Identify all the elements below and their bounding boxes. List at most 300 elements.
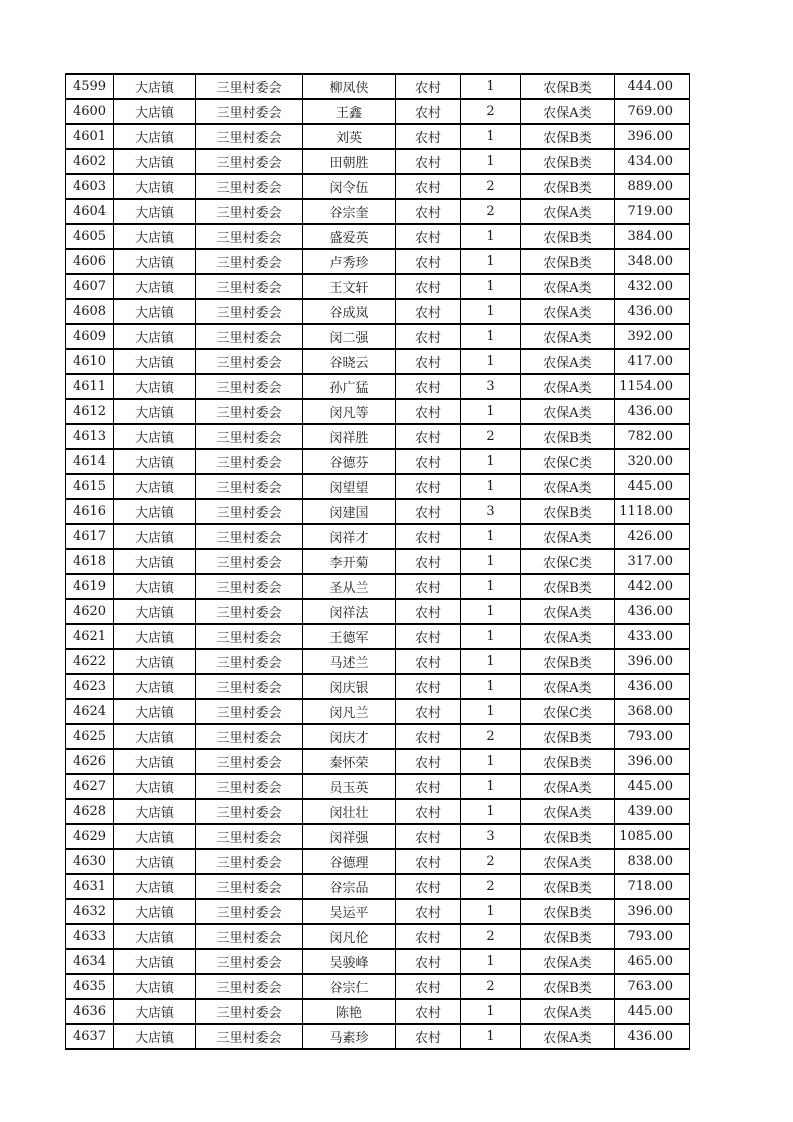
insurance-class: 农保B类 bbox=[521, 724, 615, 749]
town-name: 大店镇 bbox=[114, 949, 196, 974]
record-id: 4631 bbox=[66, 874, 114, 899]
record-id: 4609 bbox=[66, 324, 114, 349]
town-name: 大店镇 bbox=[114, 899, 196, 924]
amount: 434.00 bbox=[615, 149, 690, 174]
person-name: 闵凡兰 bbox=[303, 699, 396, 724]
residence-type: 农村 bbox=[396, 174, 461, 199]
insurance-class: 农保B类 bbox=[521, 174, 615, 199]
residence-type: 农村 bbox=[396, 124, 461, 149]
person-count: 1 bbox=[461, 224, 521, 249]
insurance-class: 农保A类 bbox=[521, 299, 615, 324]
residence-type: 农村 bbox=[396, 1024, 461, 1049]
town-name: 大店镇 bbox=[114, 574, 196, 599]
person-count: 1 bbox=[461, 274, 521, 299]
record-id: 4619 bbox=[66, 574, 114, 599]
person-name: 闵祥胜 bbox=[303, 424, 396, 449]
person-count: 1 bbox=[461, 699, 521, 724]
person-name: 闵二强 bbox=[303, 324, 396, 349]
person-name: 谷德理 bbox=[303, 849, 396, 874]
record-id: 4600 bbox=[66, 99, 114, 124]
amount: 436.00 bbox=[615, 674, 690, 699]
amount: 465.00 bbox=[615, 949, 690, 974]
amount: 396.00 bbox=[615, 124, 690, 149]
table-row bbox=[66, 724, 690, 749]
record-id: 4602 bbox=[66, 149, 114, 174]
amount: 793.00 bbox=[615, 924, 690, 949]
person-name: 陈艳 bbox=[303, 999, 396, 1024]
table-row bbox=[66, 799, 690, 824]
town-name: 大店镇 bbox=[114, 249, 196, 274]
amount: 432.00 bbox=[615, 274, 690, 299]
insurance-class: 农保A类 bbox=[521, 624, 615, 649]
residence-type: 农村 bbox=[396, 874, 461, 899]
amount: 1085.00 bbox=[615, 824, 690, 849]
insurance-class: 农保A类 bbox=[521, 524, 615, 549]
record-id: 4599 bbox=[66, 74, 114, 99]
table-row bbox=[66, 374, 690, 399]
insurance-class: 农保A类 bbox=[521, 399, 615, 424]
table-row bbox=[66, 224, 690, 249]
person-name: 盛爱英 bbox=[303, 224, 396, 249]
person-count: 2 bbox=[461, 849, 521, 874]
insurance-class: 农保A类 bbox=[521, 774, 615, 799]
insurance-class: 农保A类 bbox=[521, 349, 615, 374]
town-name: 大店镇 bbox=[114, 549, 196, 574]
person-name: 秦怀荣 bbox=[303, 749, 396, 774]
table-row bbox=[66, 649, 690, 674]
town-name: 大店镇 bbox=[114, 799, 196, 824]
residence-type: 农村 bbox=[396, 274, 461, 299]
insurance-class: 农保A类 bbox=[521, 99, 615, 124]
residence-type: 农村 bbox=[396, 749, 461, 774]
person-count: 1 bbox=[461, 74, 521, 99]
person-count: 1 bbox=[461, 324, 521, 349]
table-row bbox=[66, 549, 690, 574]
person-count: 2 bbox=[461, 874, 521, 899]
table-row bbox=[66, 149, 690, 174]
person-count: 1 bbox=[461, 349, 521, 374]
village-committee: 三里村委会 bbox=[196, 124, 303, 149]
village-committee: 三里村委会 bbox=[196, 974, 303, 999]
record-id: 4620 bbox=[66, 599, 114, 624]
insurance-class: 农保B类 bbox=[521, 649, 615, 674]
town-name: 大店镇 bbox=[114, 874, 196, 899]
record-id: 4630 bbox=[66, 849, 114, 874]
village-committee: 三里村委会 bbox=[196, 399, 303, 424]
insurance-class: 农保B类 bbox=[521, 824, 615, 849]
table-row bbox=[66, 74, 690, 99]
person-name: 闵祥强 bbox=[303, 824, 396, 849]
town-name: 大店镇 bbox=[114, 974, 196, 999]
village-committee: 三里村委会 bbox=[196, 199, 303, 224]
residence-type: 农村 bbox=[396, 624, 461, 649]
table-row bbox=[66, 124, 690, 149]
town-name: 大店镇 bbox=[114, 774, 196, 799]
person-name: 刘英 bbox=[303, 124, 396, 149]
record-id: 4604 bbox=[66, 199, 114, 224]
person-name: 王文轩 bbox=[303, 274, 396, 299]
person-name: 谷成岚 bbox=[303, 299, 396, 324]
insurance-class: 农保C类 bbox=[521, 449, 615, 474]
residence-type: 农村 bbox=[396, 374, 461, 399]
village-committee: 三里村委会 bbox=[196, 774, 303, 799]
insurance-class: 农保A类 bbox=[521, 274, 615, 299]
residence-type: 农村 bbox=[396, 774, 461, 799]
town-name: 大店镇 bbox=[114, 199, 196, 224]
town-name: 大店镇 bbox=[114, 324, 196, 349]
person-name: 王鑫 bbox=[303, 99, 396, 124]
record-id: 4608 bbox=[66, 299, 114, 324]
person-name: 李开菊 bbox=[303, 549, 396, 574]
table-row bbox=[66, 849, 690, 874]
town-name: 大店镇 bbox=[114, 699, 196, 724]
village-committee: 三里村委会 bbox=[196, 874, 303, 899]
village-committee: 三里村委会 bbox=[196, 574, 303, 599]
residence-type: 农村 bbox=[396, 599, 461, 624]
table-row bbox=[66, 749, 690, 774]
village-committee: 三里村委会 bbox=[196, 699, 303, 724]
table-row bbox=[66, 999, 690, 1024]
residence-type: 农村 bbox=[396, 399, 461, 424]
village-committee: 三里村委会 bbox=[196, 649, 303, 674]
record-id: 4629 bbox=[66, 824, 114, 849]
village-committee: 三里村委会 bbox=[196, 849, 303, 874]
person-name: 马素珍 bbox=[303, 1024, 396, 1049]
residence-type: 农村 bbox=[396, 699, 461, 724]
record-id: 4624 bbox=[66, 699, 114, 724]
amount: 1154.00 bbox=[615, 374, 690, 399]
insurance-class: 农保A类 bbox=[521, 1024, 615, 1049]
residence-type: 农村 bbox=[396, 249, 461, 274]
table-row bbox=[66, 974, 690, 999]
town-name: 大店镇 bbox=[114, 124, 196, 149]
town-name: 大店镇 bbox=[114, 524, 196, 549]
record-id: 4607 bbox=[66, 274, 114, 299]
insurance-class: 农保B类 bbox=[521, 424, 615, 449]
village-committee: 三里村委会 bbox=[196, 949, 303, 974]
table-row bbox=[66, 349, 690, 374]
insurance-class: 农保B类 bbox=[521, 899, 615, 924]
town-name: 大店镇 bbox=[114, 649, 196, 674]
amount: 445.00 bbox=[615, 774, 690, 799]
amount: 320.00 bbox=[615, 449, 690, 474]
town-name: 大店镇 bbox=[114, 374, 196, 399]
amount: 445.00 bbox=[615, 999, 690, 1024]
town-name: 大店镇 bbox=[114, 824, 196, 849]
town-name: 大店镇 bbox=[114, 924, 196, 949]
insurance-class: 农保B类 bbox=[521, 74, 615, 99]
residence-type: 农村 bbox=[396, 199, 461, 224]
record-id: 4611 bbox=[66, 374, 114, 399]
town-name: 大店镇 bbox=[114, 474, 196, 499]
village-committee: 三里村委会 bbox=[196, 999, 303, 1024]
person-count: 2 bbox=[461, 974, 521, 999]
town-name: 大店镇 bbox=[114, 299, 196, 324]
town-name: 大店镇 bbox=[114, 674, 196, 699]
amount: 793.00 bbox=[615, 724, 690, 749]
village-committee: 三里村委会 bbox=[196, 274, 303, 299]
table-row bbox=[66, 599, 690, 624]
residence-type: 农村 bbox=[396, 99, 461, 124]
amount: 719.00 bbox=[615, 199, 690, 224]
village-committee: 三里村委会 bbox=[196, 724, 303, 749]
amount: 348.00 bbox=[615, 249, 690, 274]
table-row bbox=[66, 449, 690, 474]
amount: 889.00 bbox=[615, 174, 690, 199]
village-committee: 三里村委会 bbox=[196, 674, 303, 699]
person-count: 1 bbox=[461, 524, 521, 549]
insurance-class: 农保B类 bbox=[521, 149, 615, 174]
insurance-class: 农保A类 bbox=[521, 949, 615, 974]
residence-type: 农村 bbox=[396, 349, 461, 374]
village-committee: 三里村委会 bbox=[196, 174, 303, 199]
table-row bbox=[66, 324, 690, 349]
table-row bbox=[66, 274, 690, 299]
person-name: 谷宗仁 bbox=[303, 974, 396, 999]
town-name: 大店镇 bbox=[114, 274, 196, 299]
record-id: 4614 bbox=[66, 449, 114, 474]
person-count: 1 bbox=[461, 549, 521, 574]
person-name: 闵令伍 bbox=[303, 174, 396, 199]
village-committee: 三里村委会 bbox=[196, 474, 303, 499]
record-id: 4633 bbox=[66, 924, 114, 949]
residence-type: 农村 bbox=[396, 549, 461, 574]
residence-type: 农村 bbox=[396, 299, 461, 324]
residence-type: 农村 bbox=[396, 924, 461, 949]
amount: 392.00 bbox=[615, 324, 690, 349]
table-row bbox=[66, 624, 690, 649]
amount: 769.00 bbox=[615, 99, 690, 124]
amount: 436.00 bbox=[615, 599, 690, 624]
insurance-class: 农保B类 bbox=[521, 249, 615, 274]
insurance-class: 农保C类 bbox=[521, 699, 615, 724]
village-committee: 三里村委会 bbox=[196, 524, 303, 549]
person-name: 谷德芬 bbox=[303, 449, 396, 474]
table-row bbox=[66, 874, 690, 899]
amount: 782.00 bbox=[615, 424, 690, 449]
insurance-class: 农保B类 bbox=[521, 224, 615, 249]
insurance-class: 农保B类 bbox=[521, 499, 615, 524]
amount: 417.00 bbox=[615, 349, 690, 374]
town-name: 大店镇 bbox=[114, 424, 196, 449]
village-committee: 三里村委会 bbox=[196, 624, 303, 649]
insurance-class: 农保A类 bbox=[521, 374, 615, 399]
amount: 436.00 bbox=[615, 399, 690, 424]
table-row bbox=[66, 474, 690, 499]
insurance-class: 农保A类 bbox=[521, 324, 615, 349]
person-name: 吴运平 bbox=[303, 899, 396, 924]
record-id: 4621 bbox=[66, 624, 114, 649]
person-count: 1 bbox=[461, 899, 521, 924]
person-count: 1 bbox=[461, 799, 521, 824]
town-name: 大店镇 bbox=[114, 224, 196, 249]
person-name: 闵祥才 bbox=[303, 524, 396, 549]
table-row bbox=[66, 699, 690, 724]
person-count: 1 bbox=[461, 149, 521, 174]
record-id: 4626 bbox=[66, 749, 114, 774]
person-count: 1 bbox=[461, 599, 521, 624]
table-row bbox=[66, 824, 690, 849]
table-row bbox=[66, 424, 690, 449]
town-name: 大店镇 bbox=[114, 174, 196, 199]
person-name: 圣从兰 bbox=[303, 574, 396, 599]
amount: 433.00 bbox=[615, 624, 690, 649]
amount: 436.00 bbox=[615, 299, 690, 324]
insurance-class: 农保A类 bbox=[521, 849, 615, 874]
table-row bbox=[66, 399, 690, 424]
town-name: 大店镇 bbox=[114, 749, 196, 774]
amount: 317.00 bbox=[615, 549, 690, 574]
village-committee: 三里村委会 bbox=[196, 249, 303, 274]
table-row bbox=[66, 574, 690, 599]
person-name: 员玉英 bbox=[303, 774, 396, 799]
village-committee: 三里村委会 bbox=[196, 599, 303, 624]
record-id: 4636 bbox=[66, 999, 114, 1024]
person-count: 2 bbox=[461, 424, 521, 449]
person-name: 闵凡伦 bbox=[303, 924, 396, 949]
insurance-class: 农保C类 bbox=[521, 549, 615, 574]
table-row bbox=[66, 249, 690, 274]
person-name: 谷宗奎 bbox=[303, 199, 396, 224]
amount: 384.00 bbox=[615, 224, 690, 249]
town-name: 大店镇 bbox=[114, 1024, 196, 1049]
table-row bbox=[66, 899, 690, 924]
record-id: 4622 bbox=[66, 649, 114, 674]
village-committee: 三里村委会 bbox=[196, 749, 303, 774]
insurance-class: 农保A类 bbox=[521, 599, 615, 624]
person-name: 孙广猛 bbox=[303, 374, 396, 399]
record-id: 4628 bbox=[66, 799, 114, 824]
village-committee: 三里村委会 bbox=[196, 824, 303, 849]
town-name: 大店镇 bbox=[114, 499, 196, 524]
person-count: 1 bbox=[461, 1024, 521, 1049]
amount: 444.00 bbox=[615, 74, 690, 99]
person-name: 柳凤侠 bbox=[303, 74, 396, 99]
person-count: 1 bbox=[461, 399, 521, 424]
insurance-class: 农保A类 bbox=[521, 999, 615, 1024]
record-id: 4634 bbox=[66, 949, 114, 974]
amount: 396.00 bbox=[615, 649, 690, 674]
person-count: 2 bbox=[461, 99, 521, 124]
residence-type: 农村 bbox=[396, 499, 461, 524]
amount: 368.00 bbox=[615, 699, 690, 724]
amount: 718.00 bbox=[615, 874, 690, 899]
residence-type: 农村 bbox=[396, 974, 461, 999]
amount: 426.00 bbox=[615, 524, 690, 549]
person-name: 闵庆银 bbox=[303, 674, 396, 699]
village-committee: 三里村委会 bbox=[196, 549, 303, 574]
person-name: 谷晓云 bbox=[303, 349, 396, 374]
insurance-class: 农保A类 bbox=[521, 674, 615, 699]
residence-type: 农村 bbox=[396, 574, 461, 599]
amount: 436.00 bbox=[615, 1024, 690, 1049]
person-name: 卢秀珍 bbox=[303, 249, 396, 274]
insurance-class: 农保B类 bbox=[521, 924, 615, 949]
person-count: 3 bbox=[461, 824, 521, 849]
person-count: 1 bbox=[461, 124, 521, 149]
village-committee: 三里村委会 bbox=[196, 349, 303, 374]
residence-type: 农村 bbox=[396, 674, 461, 699]
village-committee: 三里村委会 bbox=[196, 99, 303, 124]
table-row bbox=[66, 499, 690, 524]
table-row bbox=[66, 174, 690, 199]
village-committee: 三里村委会 bbox=[196, 324, 303, 349]
person-count: 1 bbox=[461, 774, 521, 799]
town-name: 大店镇 bbox=[114, 449, 196, 474]
town-name: 大店镇 bbox=[114, 149, 196, 174]
village-committee: 三里村委会 bbox=[196, 799, 303, 824]
residence-type: 农村 bbox=[396, 899, 461, 924]
record-id: 4637 bbox=[66, 1024, 114, 1049]
town-name: 大店镇 bbox=[114, 624, 196, 649]
record-id: 4615 bbox=[66, 474, 114, 499]
amount: 838.00 bbox=[615, 849, 690, 874]
residence-type: 农村 bbox=[396, 424, 461, 449]
amount: 396.00 bbox=[615, 749, 690, 774]
person-name: 闵望望 bbox=[303, 474, 396, 499]
person-count: 3 bbox=[461, 499, 521, 524]
record-id: 4603 bbox=[66, 174, 114, 199]
town-name: 大店镇 bbox=[114, 99, 196, 124]
person-count: 2 bbox=[461, 199, 521, 224]
insurance-class: 农保A类 bbox=[521, 799, 615, 824]
person-count: 2 bbox=[461, 174, 521, 199]
person-count: 1 bbox=[461, 674, 521, 699]
village-committee: 三里村委会 bbox=[196, 449, 303, 474]
person-count: 1 bbox=[461, 949, 521, 974]
record-id: 4617 bbox=[66, 524, 114, 549]
person-count: 1 bbox=[461, 474, 521, 499]
village-committee: 三里村委会 bbox=[196, 924, 303, 949]
person-name: 田朝胜 bbox=[303, 149, 396, 174]
village-committee: 三里村委会 bbox=[196, 1024, 303, 1049]
insurance-class: 农保B类 bbox=[521, 974, 615, 999]
residence-type: 农村 bbox=[396, 524, 461, 549]
town-name: 大店镇 bbox=[114, 999, 196, 1024]
table-row bbox=[66, 199, 690, 224]
residence-type: 农村 bbox=[396, 224, 461, 249]
residence-type: 农村 bbox=[396, 649, 461, 674]
village-committee: 三里村委会 bbox=[196, 299, 303, 324]
amount: 445.00 bbox=[615, 474, 690, 499]
person-count: 1 bbox=[461, 749, 521, 774]
record-id: 4616 bbox=[66, 499, 114, 524]
person-name: 马述兰 bbox=[303, 649, 396, 674]
residence-type: 农村 bbox=[396, 149, 461, 174]
insurance-class: 农保B类 bbox=[521, 749, 615, 774]
table-row bbox=[66, 949, 690, 974]
person-count: 1 bbox=[461, 299, 521, 324]
insurance-class: 农保B类 bbox=[521, 874, 615, 899]
person-count: 1 bbox=[461, 999, 521, 1024]
person-count: 1 bbox=[461, 449, 521, 474]
amount: 1118.00 bbox=[615, 499, 690, 524]
village-committee: 三里村委会 bbox=[196, 224, 303, 249]
residence-type: 农村 bbox=[396, 449, 461, 474]
record-id: 4606 bbox=[66, 249, 114, 274]
amount: 439.00 bbox=[615, 799, 690, 824]
person-name: 王德军 bbox=[303, 624, 396, 649]
person-name: 闵祥法 bbox=[303, 599, 396, 624]
insurance-class: 农保B类 bbox=[521, 574, 615, 599]
table-row bbox=[66, 99, 690, 124]
record-id: 4610 bbox=[66, 349, 114, 374]
record-id: 4601 bbox=[66, 124, 114, 149]
person-name: 闵凡等 bbox=[303, 399, 396, 424]
person-count: 2 bbox=[461, 924, 521, 949]
person-count: 1 bbox=[461, 649, 521, 674]
residence-type: 农村 bbox=[396, 799, 461, 824]
